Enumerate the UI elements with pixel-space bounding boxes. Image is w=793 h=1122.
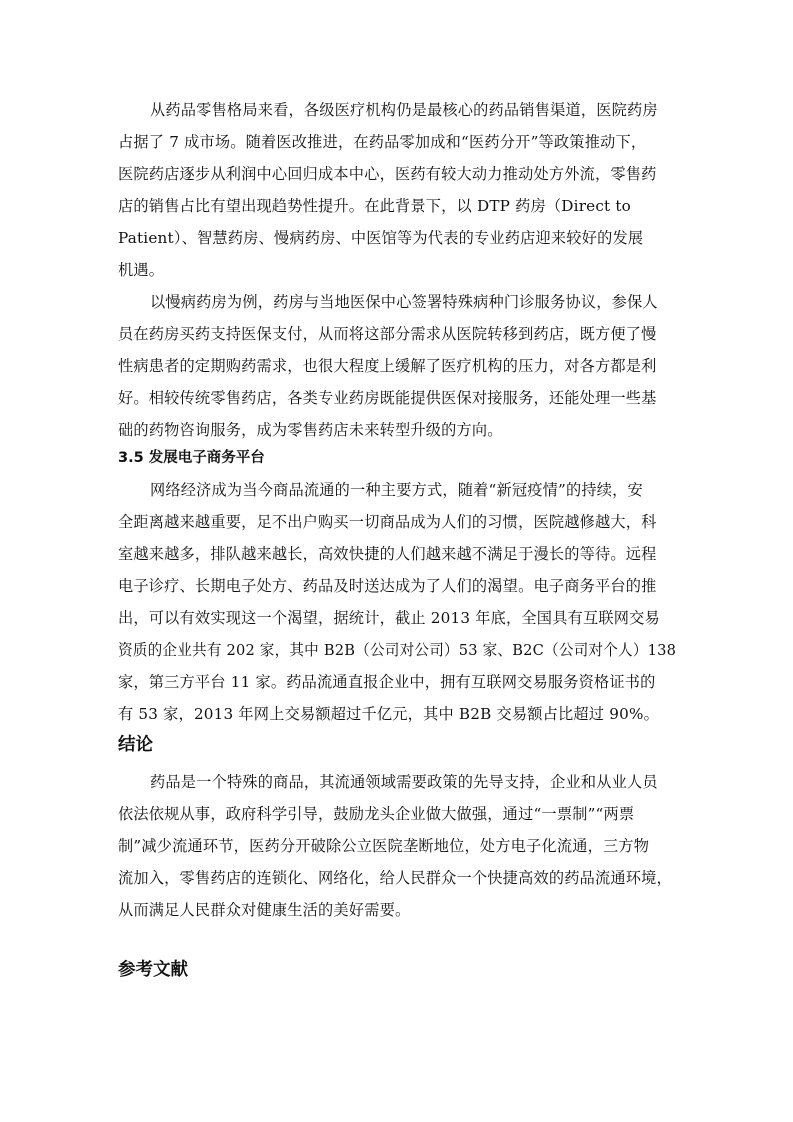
text-line: 网络经济成为当今商品流通的一种主要方式，随着“新冠疫情”的持续，安 bbox=[150, 481, 643, 499]
section-heading-3-5: 3.5 发展电子商务平台 bbox=[118, 450, 265, 466]
text-line: 好。相较传统零售药店，各类专业药房既能提供医保对接服务，还能处理一些基 bbox=[118, 389, 657, 407]
text-line: 流加入，零售药店的连锁化、网络化，给人民群众一个快捷高效的药品流通环境， bbox=[118, 869, 672, 887]
text-line: 依法依规从事，政府科学引导，鼓励龙头企业做大做强，通过“一票制”“两票 bbox=[118, 805, 635, 823]
section-heading-references: 参考文献 bbox=[118, 960, 188, 980]
text-line: 机遇。 bbox=[118, 261, 165, 279]
text-line: 资质的企业共有 202 家，其中 B2B（公司对公司）53 家、B2C（公司对个人）138 bbox=[118, 641, 677, 659]
text-line: 从药品零售格局来看，各级医疗机构仍是最核心的药品销售渠道，医院药房 bbox=[150, 101, 658, 119]
text-line: 有 53 家，2013 年网上交易额超过千亿元，其中 B2B 交易额占比超过 90%。 bbox=[118, 705, 659, 723]
text-line: 员在药房买药支持医保支付，从而将这部分需求从医院转移到药店，既方便了慢 bbox=[118, 325, 657, 343]
text-line: 占据了 7 成市场。随着医改推进，在药品零加成和“医药分开”等政策推动下， bbox=[118, 133, 647, 151]
text-line: 医院药店逐步从利润中心回归成本中心，医药有较大动力推动处方外流，零售药 bbox=[118, 165, 657, 183]
text-line: 从而满足人民群众对健康生活的美好需要。 bbox=[118, 901, 411, 919]
text-line: 础的药物咨询服务，成为零售药店未来转型升级的方向。 bbox=[118, 421, 503, 439]
text-line: 店的销售占比有望出现趋势性提升。在此背景下，以 DTP 药房（Direct to bbox=[118, 197, 632, 215]
text-line: 以慢病药房为例，药房与当地医保中心签署特殊病种门诊服务协议，参保人 bbox=[150, 293, 658, 311]
text-line: 室越来越多，排队越来越长，高效快捷的人们越来越不满足于漫长的等待。远程 bbox=[118, 545, 657, 563]
text-line: 电子诊疗、长期电子处方、药品及时送达成为了人们的渴望。电子商务平台的推 bbox=[118, 577, 657, 595]
text-line: 家，第三方平台 11 家。药品流通直报企业中，拥有互联网交易服务资格证书的 bbox=[118, 673, 656, 691]
text-line: 药品是一个特殊的商品，其流通领域需要政策的先导支持，企业和从业人员 bbox=[150, 773, 658, 791]
text-line: 出，可以有效实现这一个渴望，据统计，截止 2013 年底，全国具有互联网交易 bbox=[118, 609, 660, 627]
text-line: 全距离越来越重要，足不出户购买一切商品成为人们的习惯，医院越修越大，科 bbox=[118, 513, 657, 531]
text-line: 性病患者的定期购药需求，也很大程度上缓解了医疗机构的压力，对各方都是利 bbox=[118, 357, 657, 375]
text-line: 制”减少流通环节，医药分开破除公立医院垄断地位，处方电子化流通，三方物 bbox=[118, 837, 650, 855]
text-line: Patient）、智慧药房、慢病药房、中医馆等为代表的专业药店迎来较好的发展 bbox=[118, 229, 644, 247]
section-heading-conclusion: 结论 bbox=[118, 735, 153, 755]
